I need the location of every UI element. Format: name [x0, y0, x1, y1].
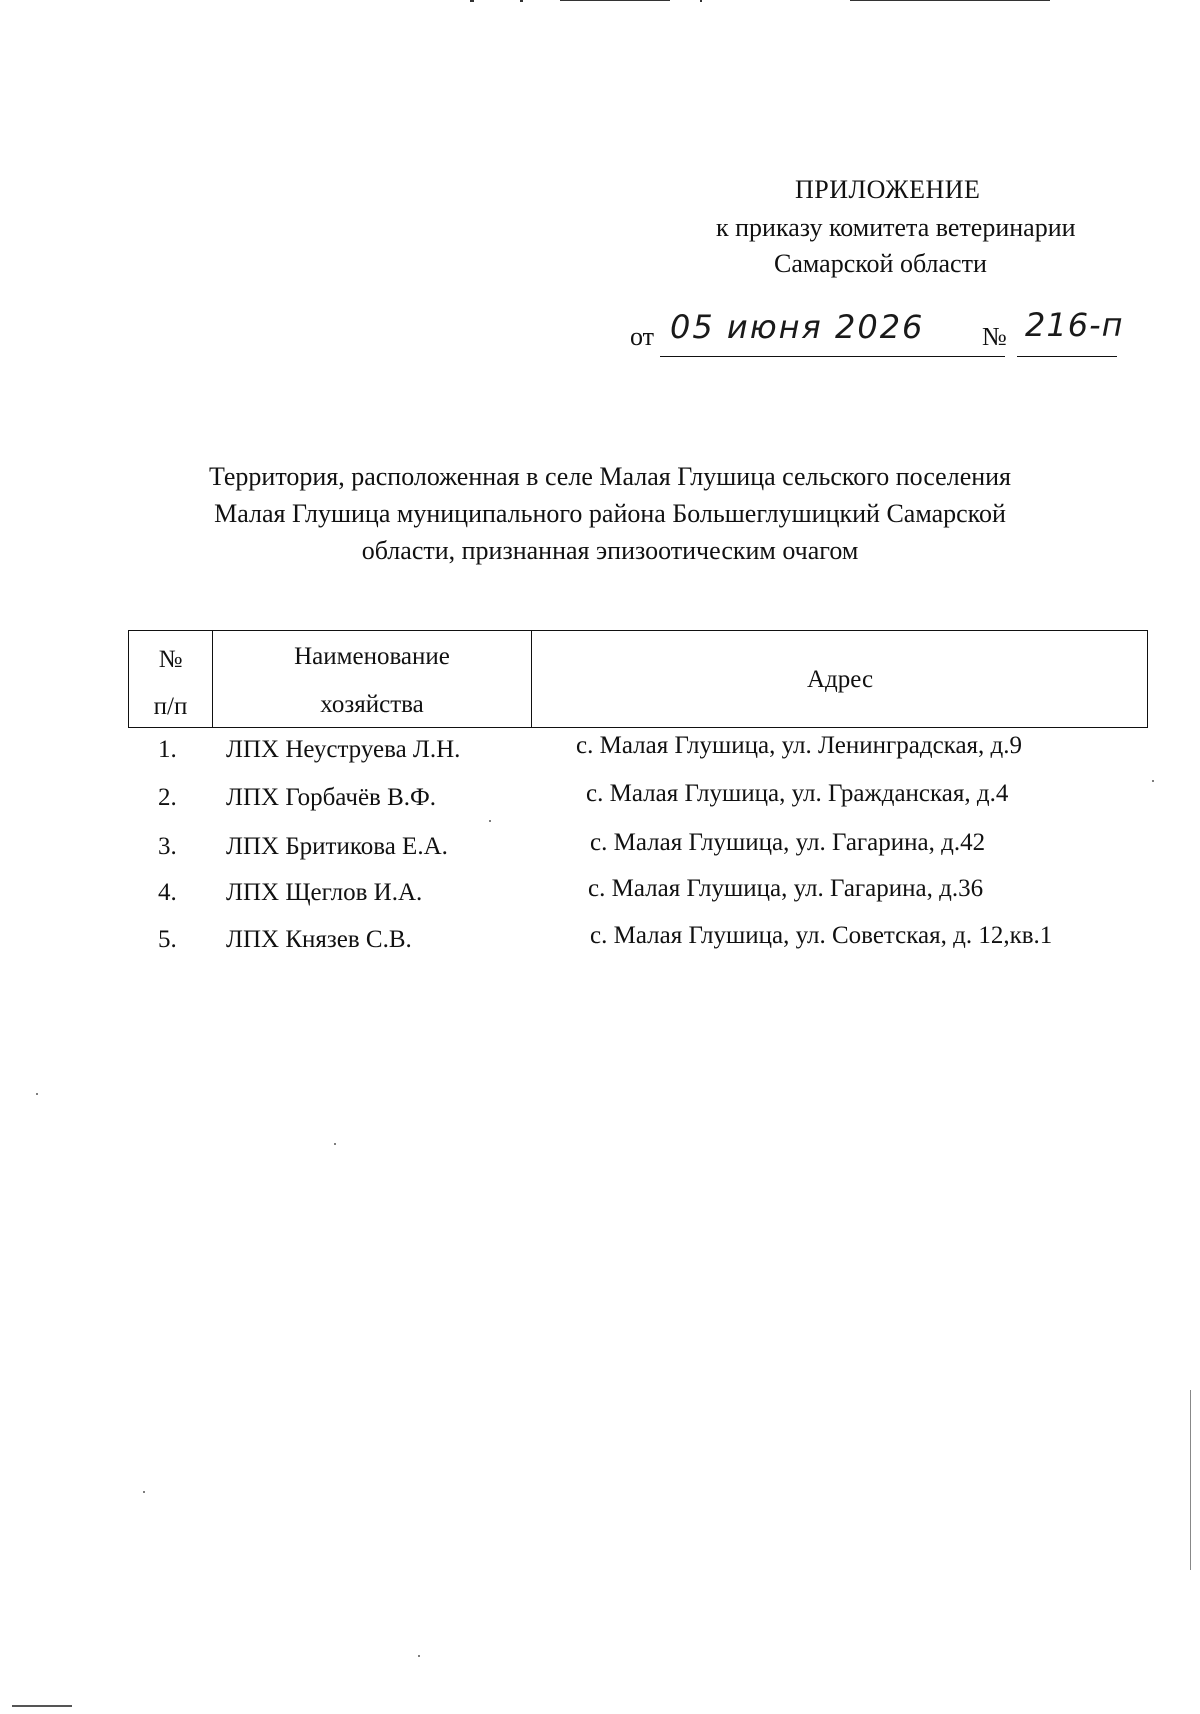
row-address: с. Малая Глушица, ул. Гражданская, д.4 [586, 780, 1009, 807]
row-household: ЛПХ Бритикова Е.А. [226, 833, 448, 860]
row-address: с. Малая Глушица, ул. Советская, д. 12,кв.1 [590, 922, 1053, 949]
scan-speck [489, 820, 491, 822]
scan-speck [1152, 780, 1154, 782]
row-number: 2. [158, 784, 177, 811]
heading-line: Малая Глушица муниципального района Большеглушицкий Самарской [214, 499, 1006, 528]
scan-speck [418, 1655, 420, 1657]
order-date-number [630, 306, 1130, 362]
row-address: с. Малая Глушица, ул. Гагарина, д.42 [590, 829, 986, 856]
scan-speck [143, 1491, 145, 1493]
scan-edge-artifact [12, 1705, 72, 1707]
from-label: от [630, 322, 655, 351]
number-label: № [982, 322, 1007, 351]
row-household: ЛПХ Неуструева Л.Н. [226, 736, 461, 763]
appendix-region: Самарской области [774, 249, 987, 278]
appendix-title: ПРИЛОЖЕНИЕ [795, 175, 981, 204]
heading-line: Территория, расположенная в селе Малая Глушица сельского поселения [208, 462, 1012, 491]
row-household: ЛПХ Горбачёв В.Ф. [226, 784, 437, 811]
handwritten-number: 216-п [1025, 306, 1124, 344]
document-heading [120, 458, 1100, 569]
handwritten-date: 05 июня 2026 [670, 308, 925, 346]
row-number: 3. [158, 833, 177, 860]
scan-speck [36, 1093, 38, 1095]
header-name: Наименование [294, 643, 450, 670]
scan-speck [334, 1143, 336, 1145]
row-number: 5. [158, 926, 177, 953]
table-header [128, 630, 1148, 728]
table-row [128, 829, 1148, 877]
table-row [128, 780, 1148, 828]
header-address: Адрес [806, 666, 874, 693]
header-number: № [158, 646, 183, 673]
appendix-reference: к приказу комитета ветеринарии [716, 213, 1076, 242]
header-number-sub: п/п [153, 693, 188, 720]
header-name-sub: хозяйства [320, 691, 424, 718]
row-number: 1. [158, 736, 177, 763]
row-household: ЛПХ Щеглов И.А. [226, 879, 423, 906]
table-row [128, 922, 1148, 970]
scan-edge-artifact [0, 0, 1200, 4]
scan-edge-artifact [1190, 1390, 1191, 1570]
heading-line: области, признанная эпизоотическим очагом [361, 536, 859, 565]
row-number: 4. [158, 879, 177, 906]
row-address: с. Малая Глушица, ул. Ленинградская, д.9 [576, 732, 1023, 759]
row-household: ЛПХ Князев С.В. [226, 926, 412, 953]
table-row [128, 732, 1148, 780]
row-address: с. Малая Глушица, ул. Гагарина, д.36 [588, 875, 984, 902]
table-row [128, 875, 1148, 923]
